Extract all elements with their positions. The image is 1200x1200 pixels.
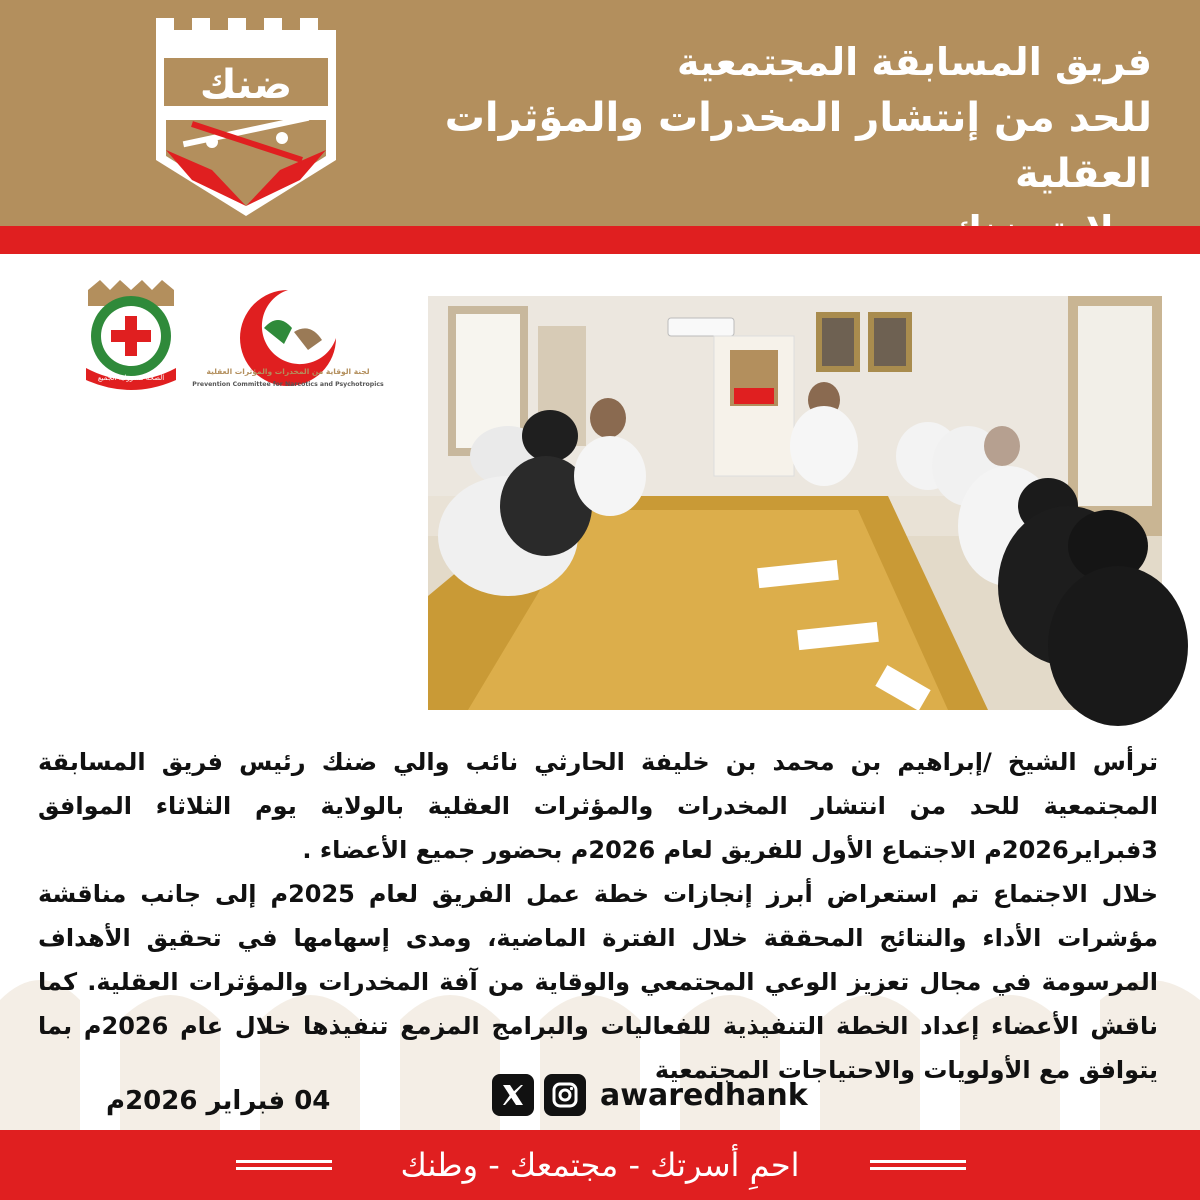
footer-right-dashes: [870, 1160, 966, 1170]
footer-slogan: احمِ أسرتك - مجتمعك - وطنك: [400, 1146, 800, 1184]
health-badge-caption: الصحة مسؤولية الجميع: [97, 374, 165, 382]
article-paragraph-1: ترأس الشيخ /إبراهيم بن محمد بن خليفة الحارثي نائب والي ضنك رئيس فريق المسابقة المجتمعية للحد من انتشار المخدرات والمؤثرات العقلية بالولاية يوم الثلاثاء الموافق 3فبراير2026م الاجتماع الأول للفريق لعام 2026م بحضور جميع الأعضاء .: [38, 748, 1158, 864]
x-icon[interactable]: [492, 1074, 534, 1116]
committee-caption-ar: لجنة الوقاية من المخدرات والمؤثرات العقلية: [206, 367, 370, 376]
footer-band: [0, 1130, 1200, 1200]
post-date: 04 فبراير 2026م: [106, 1086, 331, 1116]
meeting-photo: [428, 296, 1162, 710]
logo-text: ضنك: [199, 62, 293, 108]
instagram-icon[interactable]: [544, 1074, 586, 1116]
social-handle[interactable]: [492, 1072, 808, 1118]
health-badge-logo: [80, 276, 182, 390]
article-paragraph-2: خلال الاجتماع تم استعراض أبرز إنجازات خطة عمل الفريق لعام 2025م إلى جانب مناقشة مؤشرات الأداء والنتائج المحققة خلال الفترة الماضية، ومدى إسهامها في تحقيق الأهداف المرسومة في مجال تعزيز الوعي المجتمعي والوقاية من آفة المخدرات والمؤثرات العقلية. كما ناقش الأعضاء إعداد الخطة التنفيذية للفعاليات والبرامج المزمع تنفيذها خلال عام 2026م بما يتوافق مع الأولويات والاحتياجات المجتمعية: [38, 880, 1159, 1084]
header-band: [0, 0, 1200, 226]
red-divider-band: [0, 226, 1200, 254]
article-body: [38, 740, 1158, 1092]
page-title: [352, 34, 1152, 258]
committee-caption-en: Prevention Committee for Narcotics and Psychotropics: [192, 381, 384, 388]
prevention-committee-logo: [192, 282, 384, 392]
title-line-1: فريق المسابقة المجتمعية: [676, 40, 1152, 84]
title-line-2: للحد من إنتشار المخدرات والمؤثرات العقلية: [444, 95, 1152, 197]
team-logo: [152, 10, 340, 220]
social-handle-text[interactable]: awaredhank: [600, 1077, 808, 1113]
